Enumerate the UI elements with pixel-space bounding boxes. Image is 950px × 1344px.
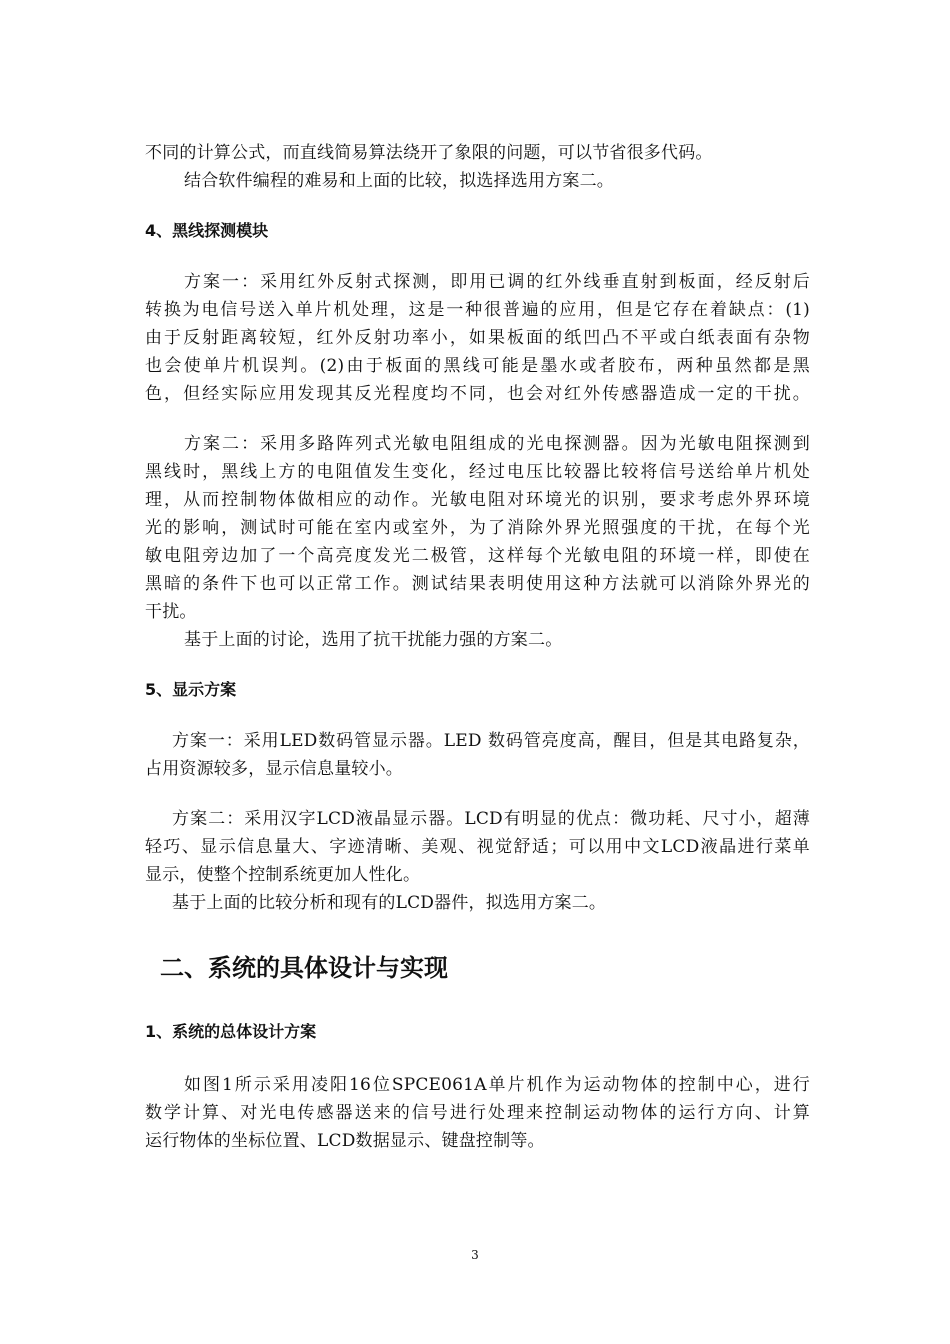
paragraph-line: 色，但经实际应用发现其反光程度均不同，也会对红外传感器造成一定的干扰。 (145, 384, 810, 404)
paragraph-line: 占用资源较多，显示信息量较小。 (145, 759, 403, 779)
paragraph-line: 黑线时，黑线上方的电阻值发生变化，经过电压比较器比较将信号送给单片机处 (145, 462, 810, 482)
paragraph-line: 不同的计算公式，而直线简易算法绕开了象限的问题，可以节省很多代码。 (145, 143, 713, 163)
paragraph-line: 敏电阻旁边加了一个高亮度发光二极管，这样每个光敏电阻的环境一样，即使在 (145, 546, 810, 566)
section-heading: 5、显示方案 (145, 680, 237, 699)
paragraph-line: 方案二：采用多路阵列式光敏电阻组成的光电探测器。因为光敏电阻探测到 (184, 434, 810, 454)
paragraph-line: 基于上面的讨论，选用了抗干扰能力强的方案二。 (184, 630, 563, 650)
paragraph-line: 光的影响，测试时可能在室内或室外，为了消除外界光照强度的干扰，在每个光 (145, 518, 810, 538)
paragraph-line: 也会使单片机误判。(2)由于板面的黑线可能是墨水或者胶布，两种虽然都是黑 (145, 356, 810, 376)
paragraph-line: 方案一：采用红外反射式探测，即用已调的红外线垂直射到板面，经反射后 (184, 272, 810, 292)
paragraph-line: 干扰。 (145, 602, 197, 622)
paragraph-line: 由于反射距离较短，红外反射功率小，如果板面的纸凹凸不平或白纸表面有杂物 (145, 328, 810, 348)
paragraph-line: 基于上面的比较分析和现有的LCD器件，拟选用方案二。 (172, 893, 607, 913)
section-heading: 4、黑线探测模块 (145, 221, 269, 240)
paragraph-line: 显示，使整个控制系统更加人性化。 (145, 865, 421, 885)
section-heading: 1、系统的总体设计方案 (145, 1022, 317, 1041)
paragraph-line: 如图1所示采用凌阳16位SPCE061A单片机作为运动物体的控制中心，进行 (184, 1075, 810, 1095)
paragraph-line: 方案一：采用LED数码管显示器。LED 数码管亮度高，醒目，但是其电路复杂， (172, 731, 810, 751)
paragraph-line: 结合软件编程的难易和上面的比较，拟选择选用方案二。 (184, 171, 614, 191)
paragraph-line: 方案二：采用汉字LCD液晶显示器。LCD有明显的优点：微功耗、尺寸小，超薄 (172, 809, 810, 829)
paragraph-line: 转换为电信号送入单片机处理，这是一种很普遍的应用，但是它存在着缺点：(1) (145, 300, 810, 320)
chapter-heading: 二、系统的具体设计与实现 (160, 954, 448, 982)
paragraph-line: 运行物体的坐标位置、LCD数据显示、键盘控制等。 (145, 1131, 545, 1151)
paragraph-line: 理，从而控制物体做相应的动作。光敏电阻对环境光的识别，要求考虑外界环境 (145, 490, 810, 510)
page-number: 3 (471, 1248, 479, 1262)
paragraph-line: 黑暗的条件下也可以正常工作。测试结果表明使用这种方法就可以消除外界光的 (145, 574, 810, 594)
paragraph-line: 数学计算、对光电传感器送来的信号进行处理来控制运动物体的运行方向、计算 (145, 1103, 810, 1123)
paragraph-line: 轻巧、显示信息量大、字迹清晰、美观、视觉舒适；可以用中文LCD液晶进行菜单 (145, 837, 810, 857)
